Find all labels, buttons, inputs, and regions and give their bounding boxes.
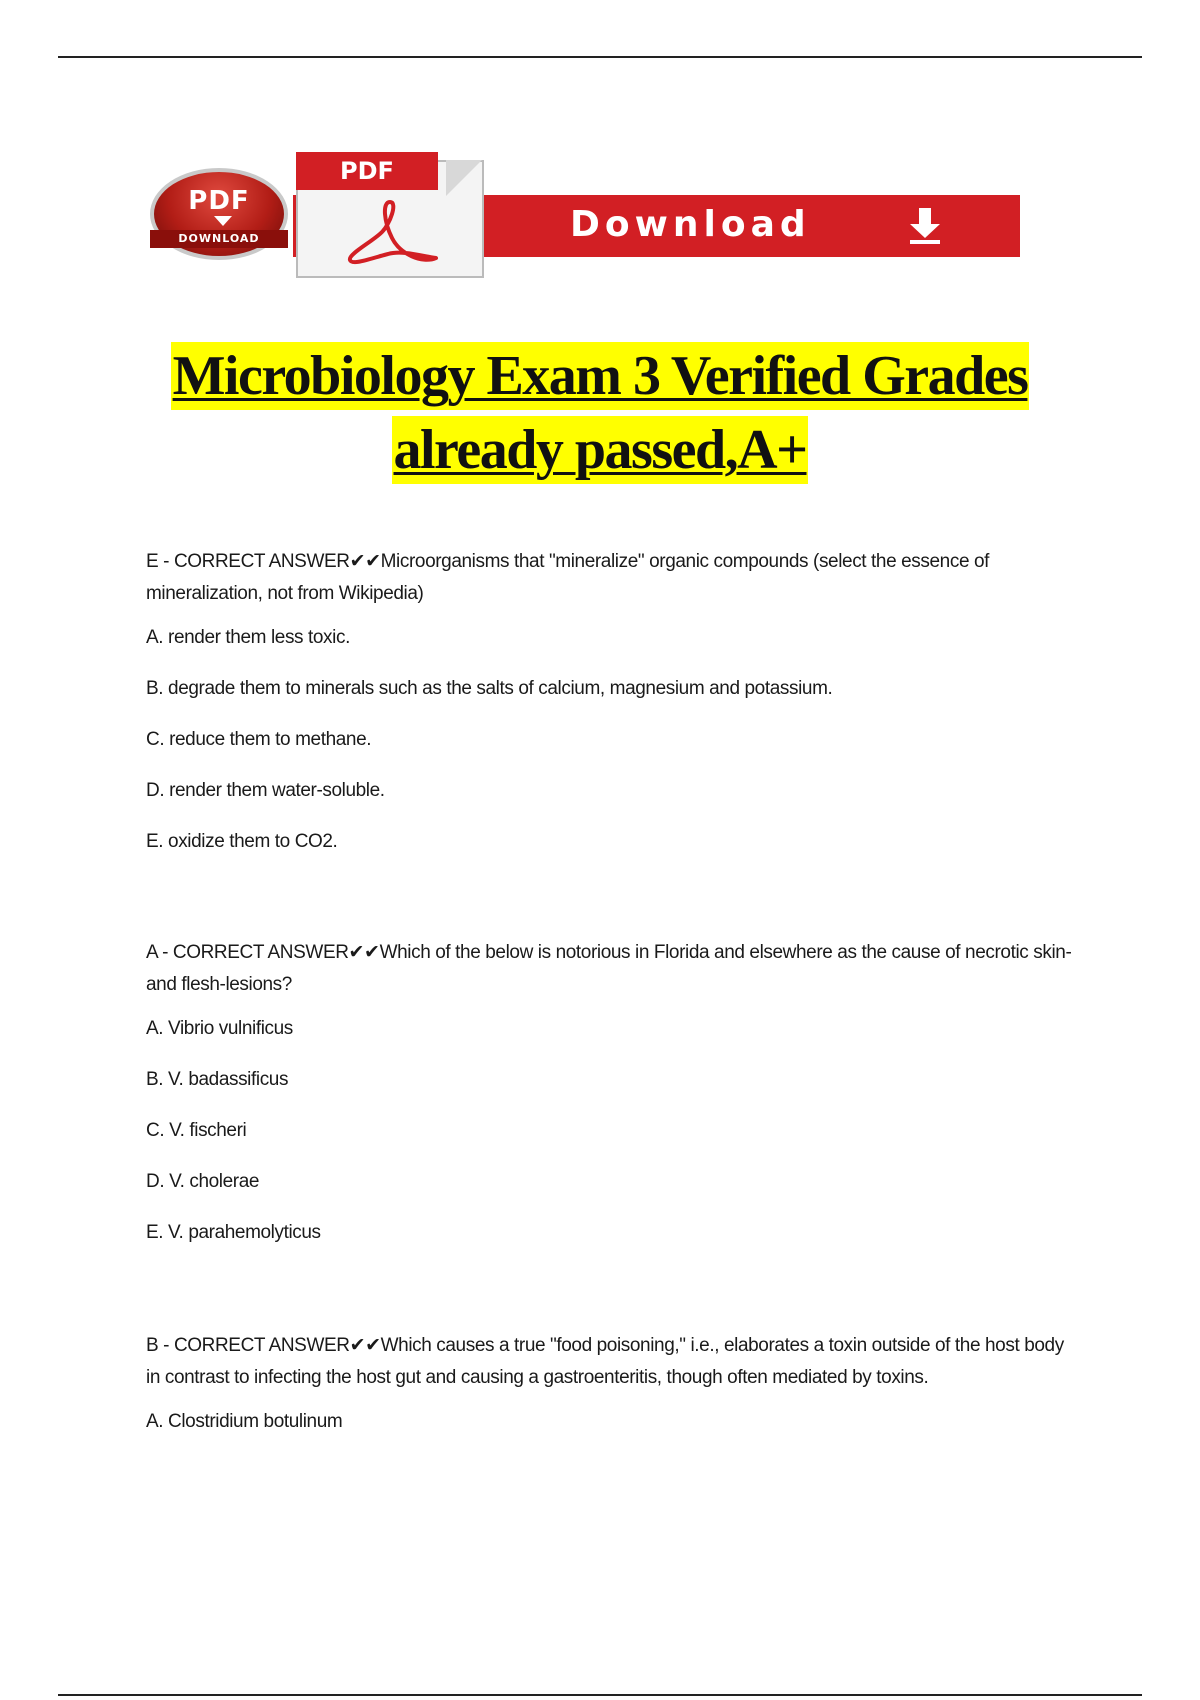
answer-option: B. degrade them to minerals such as the salts of calcium, magnesium and potassium. bbox=[146, 678, 833, 699]
answer-option: C. V. fischeri bbox=[146, 1120, 247, 1141]
answer-option: A. Clostridium botulinum bbox=[146, 1411, 343, 1432]
question-stem: B - CORRECT ANSWER✔✔Which causes a true "food poisoning," i.e., elaborates a toxin outside of the host body in contrast to infecting the host gut and causing a gastroenteritis, though often mediated by toxins. bbox=[146, 1335, 1064, 1388]
badge-ribbon-label: DOWNLOAD bbox=[150, 230, 288, 248]
badge-arrow-icon bbox=[214, 216, 232, 226]
document-pdf-tab: PDF bbox=[296, 152, 438, 190]
download-label: Download bbox=[570, 204, 811, 245]
top-rule bbox=[58, 56, 1142, 58]
answer-option: C. reduce them to methane. bbox=[146, 729, 372, 750]
pdf-badge-icon bbox=[150, 168, 288, 260]
question-block-3 bbox=[146, 1330, 1076, 1461]
pdf-download-banner[interactable] bbox=[150, 148, 1020, 278]
question-block-2 bbox=[146, 937, 1076, 1272]
answer-option: A. Vibrio vulnificus bbox=[146, 1018, 293, 1039]
download-arrow-icon bbox=[910, 208, 940, 244]
answer-option: E. V. parahemolyticus bbox=[146, 1222, 321, 1243]
bottom-rule bbox=[58, 1694, 1142, 1696]
document-title-line-1 bbox=[0, 342, 1200, 410]
question-stem: A - CORRECT ANSWER✔✔Which of the below is notorious in Florida and elsewhere as the cause of necrotic skin-and flesh-lesions? bbox=[146, 942, 1072, 995]
title-highlight-2: already passed,A+ bbox=[392, 416, 809, 484]
document-title-line-2 bbox=[0, 416, 1200, 484]
question-stem: E - CORRECT ANSWER✔✔Microorganisms that "mineralize" organic compounds (select the essence of mineralization, not from Wikipedia) bbox=[146, 551, 990, 604]
answer-option: B. V. badassificus bbox=[146, 1069, 289, 1090]
document-fold bbox=[446, 160, 482, 196]
answer-option: E. oxidize them to CO2. bbox=[146, 831, 338, 852]
answer-option: A. render them less toxic. bbox=[146, 627, 350, 648]
acrobat-logo-icon bbox=[342, 198, 442, 270]
answer-option: D. V. cholerae bbox=[146, 1171, 260, 1192]
badge-pdf-label: PDF bbox=[188, 186, 250, 216]
question-block-1 bbox=[146, 546, 1076, 881]
answer-option: D. render them water-soluble. bbox=[146, 780, 385, 801]
title-highlight-1: Microbiology Exam 3 Verified Grades bbox=[171, 342, 1030, 410]
